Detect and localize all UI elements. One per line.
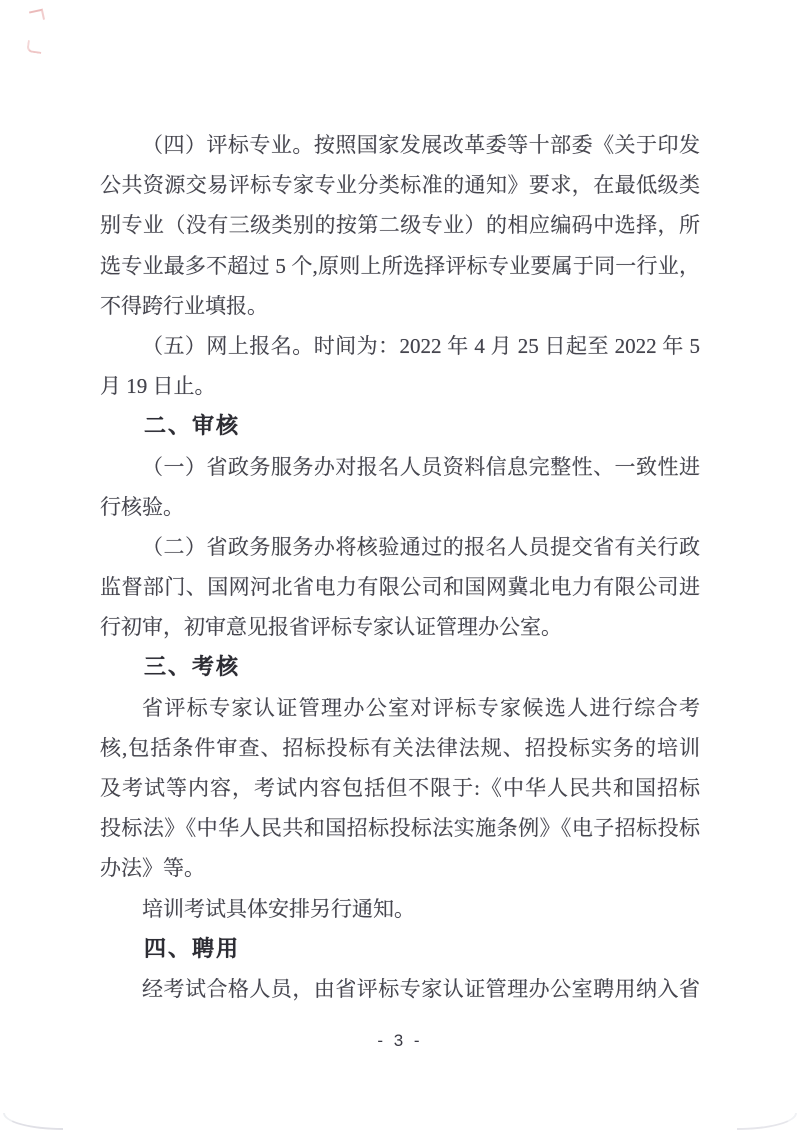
- section-heading-assessment: 三、考核: [144, 654, 241, 680]
- doc-line: 办法》等。: [100, 856, 205, 881]
- doc-line: 行初审，初审意见报省评标专家认证管理办公室。: [100, 615, 562, 640]
- red-scan-artifact: [29, 9, 45, 23]
- doc-line: （四）评标专业。按照国家发展改革委等十部委《关于印发: [142, 133, 700, 157]
- doc-line: 别专业（没有三级类别的按第二级专业）的相应编码中选择，所: [100, 213, 700, 238]
- doc-line: 选专业最多不超过 5 个,原则上所选择评标专业要属于同一行业，: [100, 253, 700, 278]
- doc-line: 培训考试具体安排另行通知。: [142, 896, 415, 921]
- scan-edge-bottom-left: [3, 1113, 63, 1130]
- scan-edge-bottom-right: [737, 1113, 797, 1130]
- doc-line: 监督部门、国网河北省电力有限公司和国网冀北电力有限公司进: [100, 575, 700, 600]
- doc-line: 省评标专家认证管理办公室对评标专家候选人进行综合考: [142, 695, 700, 720]
- doc-line: 行核验。: [100, 494, 184, 519]
- doc-line: 及考试等内容，考试内容包括但不限于:《中华人民共和国招标: [100, 776, 700, 800]
- doc-line: 投标法》《中华人民共和国招标投标法实施条例》《电子招标投标: [100, 816, 700, 841]
- section-heading-employment: 四、聘用: [144, 935, 241, 961]
- section-heading-audit: 二、审核: [144, 413, 241, 439]
- doc-line: （五）网上报名。时间为：2022 年 4 月 25 日起至 2022 年 5: [142, 333, 700, 358]
- doc-line: （一）省政务服务办对报名人员资料信息完整性、一致性进: [142, 454, 700, 479]
- page-number: - 3 -: [377, 1031, 423, 1050]
- doc-line: 经考试合格人员，由省评标专家认证管理办公室聘用纳入省: [142, 976, 700, 1001]
- red-scan-artifact: [26, 40, 43, 54]
- doc-line: 月 19 日止。: [100, 374, 216, 399]
- doc-line: （二）省政务服务办将核验通过的报名人员提交省有关行政: [142, 534, 700, 559]
- doc-line: 不得跨行业填报。: [100, 293, 268, 318]
- doc-line: 核,包括条件审查、招标投标有关法律法规、招投标实务的培训: [100, 735, 700, 760]
- doc-line: 公共资源交易评标专家专业分类标准的通知》要求，在最低级类: [100, 173, 700, 198]
- document-body: [100, 125, 700, 1009]
